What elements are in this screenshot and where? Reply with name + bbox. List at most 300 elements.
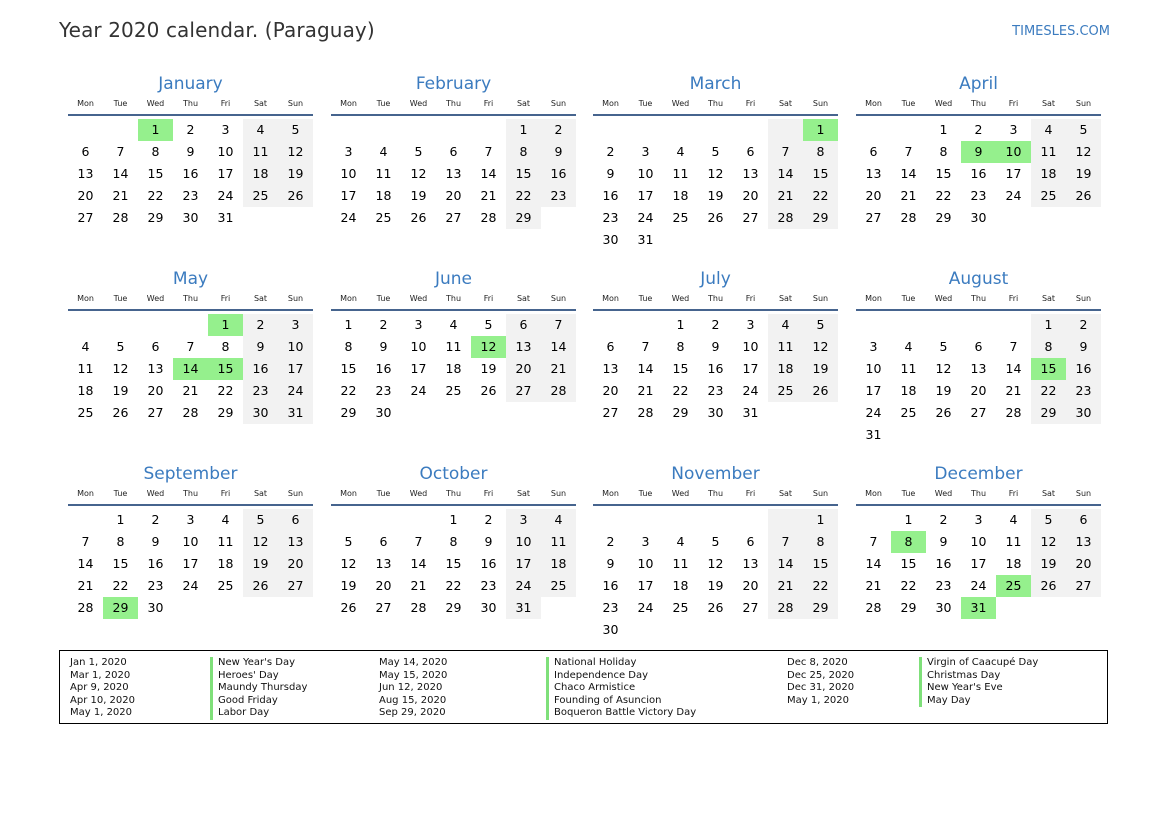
day-cell[interactable]: 3: [186, 512, 195, 527]
day-cell[interactable]: 7: [186, 339, 195, 354]
day-cell[interactable]: 4: [768, 314, 803, 336]
day-cell[interactable]: 21: [77, 578, 94, 593]
day-cell[interactable]: 26: [112, 405, 129, 420]
day-cell[interactable]: 17: [410, 361, 427, 376]
day-cell[interactable]: 16: [147, 556, 164, 571]
holiday-day-cell[interactable]: 12: [471, 336, 506, 358]
holiday-day-cell[interactable]: 15: [1031, 358, 1066, 380]
holiday-day-cell[interactable]: 9: [961, 141, 996, 163]
day-cell[interactable]: 5: [484, 317, 493, 332]
day-cell[interactable]: 12: [935, 361, 952, 376]
day-cell[interactable]: 8: [939, 144, 948, 159]
day-cell[interactable]: 11: [243, 141, 278, 163]
day-cell[interactable]: 31: [217, 210, 234, 225]
day-cell[interactable]: 24: [217, 188, 234, 203]
holiday-day-cell[interactable]: 1: [803, 119, 838, 141]
day-cell[interactable]: 23: [1066, 380, 1101, 402]
holiday-day-cell[interactable]: 1: [208, 314, 243, 336]
day-cell[interactable]: 15: [340, 361, 357, 376]
day-cell[interactable]: 1: [116, 512, 125, 527]
day-cell[interactable]: 29: [445, 600, 462, 615]
day-cell[interactable]: 4: [676, 144, 685, 159]
day-cell[interactable]: 7: [541, 314, 576, 336]
day-cell[interactable]: 15: [803, 163, 838, 185]
day-cell[interactable]: 29: [1031, 402, 1066, 424]
day-cell[interactable]: 25: [243, 185, 278, 207]
day-cell[interactable]: 14: [541, 336, 576, 358]
day-cell[interactable]: 6: [869, 144, 878, 159]
day-cell[interactable]: 27: [147, 405, 164, 420]
day-cell[interactable]: 23: [243, 380, 278, 402]
day-cell[interactable]: 30: [935, 600, 952, 615]
day-cell[interactable]: 6: [278, 509, 313, 531]
day-cell[interactable]: 20: [375, 578, 392, 593]
day-cell[interactable]: 2: [541, 119, 576, 141]
day-cell[interactable]: 26: [480, 383, 497, 398]
day-cell[interactable]: 24: [278, 380, 313, 402]
day-cell[interactable]: 4: [1009, 512, 1018, 527]
day-cell[interactable]: 11: [77, 361, 94, 376]
day-cell[interactable]: 9: [606, 166, 615, 181]
day-cell[interactable]: 29: [340, 405, 357, 420]
day-cell[interactable]: 11: [541, 531, 576, 553]
day-cell[interactable]: 25: [768, 380, 803, 402]
day-cell[interactable]: 17: [742, 361, 759, 376]
day-cell[interactable]: 14: [410, 556, 427, 571]
day-cell[interactable]: 24: [637, 600, 654, 615]
day-cell[interactable]: 2: [711, 317, 720, 332]
day-cell[interactable]: 19: [707, 188, 724, 203]
day-cell[interactable]: 27: [278, 575, 313, 597]
day-cell[interactable]: 18: [77, 383, 94, 398]
day-cell[interactable]: 14: [1005, 361, 1022, 376]
day-cell[interactable]: 7: [116, 144, 125, 159]
day-cell[interactable]: 3: [974, 512, 983, 527]
day-cell[interactable]: 10: [742, 339, 759, 354]
day-cell[interactable]: 18: [217, 556, 234, 571]
day-cell[interactable]: 16: [1066, 358, 1101, 380]
day-cell[interactable]: 18: [672, 188, 689, 203]
holiday-day-cell[interactable]: 14: [173, 358, 208, 380]
day-cell[interactable]: 10: [340, 166, 357, 181]
day-cell[interactable]: 15: [672, 361, 689, 376]
day-cell[interactable]: 28: [768, 597, 803, 619]
day-cell[interactable]: 15: [445, 556, 462, 571]
day-cell[interactable]: 24: [410, 383, 427, 398]
day-cell[interactable]: 28: [1005, 405, 1022, 420]
day-cell[interactable]: 11: [217, 534, 234, 549]
day-cell[interactable]: 1: [344, 317, 353, 332]
holiday-day-cell[interactable]: 10: [996, 141, 1031, 163]
day-cell[interactable]: 29: [147, 210, 164, 225]
day-cell[interactable]: 9: [1066, 336, 1101, 358]
day-cell[interactable]: 5: [1031, 509, 1066, 531]
day-cell[interactable]: 5: [278, 119, 313, 141]
day-cell[interactable]: 19: [340, 578, 357, 593]
day-cell[interactable]: 22: [900, 578, 917, 593]
day-cell[interactable]: 21: [900, 188, 917, 203]
day-cell[interactable]: 24: [1005, 188, 1022, 203]
day-cell[interactable]: 16: [602, 578, 619, 593]
day-cell[interactable]: 16: [375, 361, 392, 376]
day-cell[interactable]: 3: [869, 339, 878, 354]
day-cell[interactable]: 22: [445, 578, 462, 593]
day-cell[interactable]: 4: [221, 512, 230, 527]
day-cell[interactable]: 21: [112, 188, 129, 203]
day-cell[interactable]: 10: [865, 361, 882, 376]
day-cell[interactable]: 10: [410, 339, 427, 354]
day-cell[interactable]: 25: [672, 600, 689, 615]
day-cell[interactable]: 20: [445, 188, 462, 203]
day-cell[interactable]: 19: [410, 188, 427, 203]
day-cell[interactable]: 27: [1066, 575, 1101, 597]
day-cell[interactable]: 18: [672, 578, 689, 593]
day-cell[interactable]: 1: [1031, 314, 1066, 336]
day-cell[interactable]: 16: [480, 556, 497, 571]
day-cell[interactable]: 20: [147, 383, 164, 398]
holiday-day-cell[interactable]: 31: [961, 597, 996, 619]
day-cell[interactable]: 15: [935, 166, 952, 181]
day-cell[interactable]: 11: [1031, 141, 1066, 163]
day-cell[interactable]: 5: [711, 144, 720, 159]
day-cell[interactable]: 19: [1031, 553, 1066, 575]
day-cell[interactable]: 2: [151, 512, 160, 527]
day-cell[interactable]: 13: [77, 166, 94, 181]
day-cell[interactable]: 2: [974, 122, 983, 137]
day-cell[interactable]: 17: [278, 358, 313, 380]
day-cell[interactable]: 6: [1066, 509, 1101, 531]
holiday-day-cell[interactable]: 15: [208, 358, 243, 380]
day-cell[interactable]: 31: [742, 405, 759, 420]
day-cell[interactable]: 2: [1066, 314, 1101, 336]
day-cell[interactable]: 14: [112, 166, 129, 181]
day-cell[interactable]: 16: [602, 188, 619, 203]
day-cell[interactable]: 29: [900, 600, 917, 615]
day-cell[interactable]: 16: [243, 358, 278, 380]
day-cell[interactable]: 2: [186, 122, 195, 137]
day-cell[interactable]: 19: [1066, 163, 1101, 185]
day-cell[interactable]: 25: [672, 210, 689, 225]
day-cell[interactable]: 28: [768, 207, 803, 229]
holiday-day-cell[interactable]: 1: [138, 119, 173, 141]
day-cell[interactable]: 26: [243, 575, 278, 597]
day-cell[interactable]: 27: [375, 600, 392, 615]
day-cell[interactable]: 11: [768, 336, 803, 358]
day-cell[interactable]: 4: [1031, 119, 1066, 141]
day-cell[interactable]: 20: [970, 383, 987, 398]
day-cell[interactable]: 3: [414, 317, 423, 332]
day-cell[interactable]: 27: [77, 210, 94, 225]
day-cell[interactable]: 24: [865, 405, 882, 420]
day-cell[interactable]: 15: [506, 163, 541, 185]
day-cell[interactable]: 19: [243, 553, 278, 575]
day-cell[interactable]: 15: [147, 166, 164, 181]
day-cell[interactable]: 13: [506, 336, 541, 358]
day-cell[interactable]: 7: [768, 531, 803, 553]
day-cell[interactable]: 24: [340, 210, 357, 225]
day-cell[interactable]: 30: [970, 210, 987, 225]
day-cell[interactable]: 15: [112, 556, 129, 571]
day-cell[interactable]: 27: [742, 600, 759, 615]
day-cell[interactable]: 20: [278, 553, 313, 575]
day-cell[interactable]: 3: [506, 509, 541, 531]
day-cell[interactable]: 12: [1066, 141, 1101, 163]
site-link[interactable]: TIMESLES.COM: [1012, 24, 1110, 39]
day-cell[interactable]: 28: [182, 405, 199, 420]
day-cell[interactable]: 12: [340, 556, 357, 571]
day-cell[interactable]: 8: [506, 141, 541, 163]
day-cell[interactable]: 13: [147, 361, 164, 376]
day-cell[interactable]: 29: [672, 405, 689, 420]
holiday-day-cell[interactable]: 8: [891, 531, 926, 553]
day-cell[interactable]: 13: [375, 556, 392, 571]
day-cell[interactable]: 18: [445, 361, 462, 376]
day-cell[interactable]: 5: [803, 314, 838, 336]
day-cell[interactable]: 30: [1066, 402, 1101, 424]
day-cell[interactable]: 9: [606, 556, 615, 571]
day-cell[interactable]: 19: [278, 163, 313, 185]
day-cell[interactable]: 31: [637, 232, 654, 247]
day-cell[interactable]: 23: [970, 188, 987, 203]
day-cell[interactable]: 10: [217, 144, 234, 159]
day-cell[interactable]: 9: [243, 336, 278, 358]
day-cell[interactable]: 6: [379, 534, 388, 549]
day-cell[interactable]: 21: [637, 383, 654, 398]
day-cell[interactable]: 8: [151, 144, 160, 159]
day-cell[interactable]: 2: [939, 512, 948, 527]
day-cell[interactable]: 7: [904, 144, 913, 159]
day-cell[interactable]: 30: [243, 402, 278, 424]
day-cell[interactable]: 23: [707, 383, 724, 398]
day-cell[interactable]: 14: [768, 553, 803, 575]
day-cell[interactable]: 3: [221, 122, 230, 137]
day-cell[interactable]: 24: [506, 575, 541, 597]
day-cell[interactable]: 3: [641, 534, 650, 549]
day-cell[interactable]: 21: [541, 358, 576, 380]
day-cell[interactable]: 8: [676, 339, 685, 354]
day-cell[interactable]: 12: [278, 141, 313, 163]
day-cell[interactable]: 5: [939, 339, 948, 354]
day-cell[interactable]: 9: [484, 534, 493, 549]
day-cell[interactable]: 5: [414, 144, 423, 159]
day-cell[interactable]: 17: [637, 188, 654, 203]
day-cell[interactable]: 25: [375, 210, 392, 225]
day-cell[interactable]: 21: [768, 185, 803, 207]
day-cell[interactable]: 4: [449, 317, 458, 332]
day-cell[interactable]: 7: [414, 534, 423, 549]
day-cell[interactable]: 8: [221, 339, 230, 354]
day-cell[interactable]: 23: [182, 188, 199, 203]
day-cell[interactable]: 22: [112, 578, 129, 593]
day-cell[interactable]: 10: [182, 534, 199, 549]
day-cell[interactable]: 15: [803, 553, 838, 575]
day-cell[interactable]: 2: [606, 534, 615, 549]
day-cell[interactable]: 4: [541, 509, 576, 531]
day-cell[interactable]: 5: [344, 534, 353, 549]
day-cell[interactable]: 12: [410, 166, 427, 181]
day-cell[interactable]: 13: [865, 166, 882, 181]
day-cell[interactable]: 5: [243, 509, 278, 531]
day-cell[interactable]: 7: [1009, 339, 1018, 354]
day-cell[interactable]: 1: [939, 122, 948, 137]
day-cell[interactable]: 18: [768, 358, 803, 380]
day-cell[interactable]: 7: [869, 534, 878, 549]
day-cell[interactable]: 22: [217, 383, 234, 398]
day-cell[interactable]: 4: [81, 339, 90, 354]
day-cell[interactable]: 23: [375, 383, 392, 398]
day-cell[interactable]: 19: [935, 383, 952, 398]
day-cell[interactable]: 26: [1066, 185, 1101, 207]
day-cell[interactable]: 9: [151, 534, 160, 549]
day-cell[interactable]: 11: [672, 166, 689, 181]
day-cell[interactable]: 25: [541, 575, 576, 597]
day-cell[interactable]: 18: [541, 553, 576, 575]
day-cell[interactable]: 18: [375, 188, 392, 203]
day-cell[interactable]: 6: [151, 339, 160, 354]
day-cell[interactable]: 24: [742, 383, 759, 398]
day-cell[interactable]: 17: [865, 383, 882, 398]
day-cell[interactable]: 8: [449, 534, 458, 549]
day-cell[interactable]: 20: [1066, 553, 1101, 575]
day-cell[interactable]: 22: [506, 185, 541, 207]
day-cell[interactable]: 21: [480, 188, 497, 203]
day-cell[interactable]: 28: [480, 210, 497, 225]
day-cell[interactable]: 28: [865, 600, 882, 615]
day-cell[interactable]: 10: [637, 166, 654, 181]
day-cell[interactable]: 2: [484, 512, 493, 527]
day-cell[interactable]: 5: [116, 339, 125, 354]
day-cell[interactable]: 21: [768, 575, 803, 597]
day-cell[interactable]: 20: [602, 383, 619, 398]
day-cell[interactable]: 30: [147, 600, 164, 615]
day-cell[interactable]: 28: [77, 600, 94, 615]
day-cell[interactable]: 26: [278, 185, 313, 207]
day-cell[interactable]: 1: [803, 509, 838, 531]
day-cell[interactable]: 15: [900, 556, 917, 571]
day-cell[interactable]: 4: [243, 119, 278, 141]
day-cell[interactable]: 12: [707, 166, 724, 181]
day-cell[interactable]: 12: [803, 336, 838, 358]
day-cell[interactable]: 24: [637, 210, 654, 225]
day-cell[interactable]: 23: [541, 185, 576, 207]
day-cell[interactable]: 27: [445, 210, 462, 225]
day-cell[interactable]: 28: [637, 405, 654, 420]
day-cell[interactable]: 20: [865, 188, 882, 203]
day-cell[interactable]: 10: [970, 534, 987, 549]
day-cell[interactable]: 28: [900, 210, 917, 225]
day-cell[interactable]: 25: [1031, 185, 1066, 207]
day-cell[interactable]: 31: [278, 402, 313, 424]
day-cell[interactable]: 10: [506, 531, 541, 553]
day-cell[interactable]: 16: [935, 556, 952, 571]
day-cell[interactable]: 14: [865, 556, 882, 571]
day-cell[interactable]: 13: [742, 166, 759, 181]
day-cell[interactable]: 13: [970, 361, 987, 376]
day-cell[interactable]: 30: [602, 622, 619, 637]
day-cell[interactable]: 27: [970, 405, 987, 420]
day-cell[interactable]: 26: [803, 380, 838, 402]
day-cell[interactable]: 17: [182, 556, 199, 571]
day-cell[interactable]: 1: [904, 512, 913, 527]
day-cell[interactable]: 28: [112, 210, 129, 225]
day-cell[interactable]: 11: [672, 556, 689, 571]
day-cell[interactable]: 16: [182, 166, 199, 181]
day-cell[interactable]: 23: [602, 600, 619, 615]
day-cell[interactable]: 21: [1005, 383, 1022, 398]
day-cell[interactable]: 31: [865, 427, 882, 442]
day-cell[interactable]: 11: [445, 339, 462, 354]
day-cell[interactable]: 10: [637, 556, 654, 571]
day-cell[interactable]: 2: [243, 314, 278, 336]
day-cell[interactable]: 3: [344, 144, 353, 159]
day-cell[interactable]: 14: [77, 556, 94, 571]
day-cell[interactable]: 13: [742, 556, 759, 571]
day-cell[interactable]: 22: [147, 188, 164, 203]
day-cell[interactable]: 27: [602, 405, 619, 420]
day-cell[interactable]: 1: [449, 512, 458, 527]
day-cell[interactable]: 6: [449, 144, 458, 159]
day-cell[interactable]: 20: [742, 188, 759, 203]
day-cell[interactable]: 22: [935, 188, 952, 203]
day-cell[interactable]: 7: [768, 141, 803, 163]
day-cell[interactable]: 6: [746, 534, 755, 549]
day-cell[interactable]: 13: [1066, 531, 1101, 553]
day-cell[interactable]: 19: [707, 578, 724, 593]
day-cell[interactable]: 21: [182, 383, 199, 398]
day-cell[interactable]: 12: [1031, 531, 1066, 553]
day-cell[interactable]: 22: [803, 575, 838, 597]
holiday-day-cell[interactable]: 29: [103, 597, 138, 619]
day-cell[interactable]: 29: [803, 597, 838, 619]
day-cell[interactable]: 20: [506, 358, 541, 380]
day-cell[interactable]: 30: [375, 405, 392, 420]
day-cell[interactable]: 7: [484, 144, 493, 159]
day-cell[interactable]: 4: [904, 339, 913, 354]
day-cell[interactable]: 14: [768, 163, 803, 185]
day-cell[interactable]: 8: [1031, 336, 1066, 358]
day-cell[interactable]: 27: [506, 380, 541, 402]
day-cell[interactable]: 23: [935, 578, 952, 593]
day-cell[interactable]: 13: [602, 361, 619, 376]
day-cell[interactable]: 6: [606, 339, 615, 354]
day-cell[interactable]: 3: [746, 317, 755, 332]
day-cell[interactable]: 22: [340, 383, 357, 398]
day-cell[interactable]: 1: [506, 119, 541, 141]
day-cell[interactable]: 23: [602, 210, 619, 225]
day-cell[interactable]: 9: [186, 144, 195, 159]
day-cell[interactable]: 5: [1066, 119, 1101, 141]
day-cell[interactable]: 17: [217, 166, 234, 181]
day-cell[interactable]: 30: [480, 600, 497, 615]
day-cell[interactable]: 28: [541, 380, 576, 402]
day-cell[interactable]: 25: [77, 405, 94, 420]
day-cell[interactable]: 10: [278, 336, 313, 358]
day-cell[interactable]: 3: [278, 314, 313, 336]
day-cell[interactable]: 25: [900, 405, 917, 420]
day-cell[interactable]: 20: [742, 578, 759, 593]
day-cell[interactable]: 18: [900, 383, 917, 398]
day-cell[interactable]: 24: [970, 578, 987, 593]
day-cell[interactable]: 12: [112, 361, 129, 376]
day-cell[interactable]: 3: [641, 144, 650, 159]
day-cell[interactable]: 26: [1031, 575, 1066, 597]
day-cell[interactable]: 4: [676, 534, 685, 549]
day-cell[interactable]: 9: [541, 141, 576, 163]
day-cell[interactable]: 31: [506, 597, 541, 619]
day-cell[interactable]: 25: [217, 578, 234, 593]
day-cell[interactable]: 29: [803, 207, 838, 229]
day-cell[interactable]: 6: [81, 144, 90, 159]
